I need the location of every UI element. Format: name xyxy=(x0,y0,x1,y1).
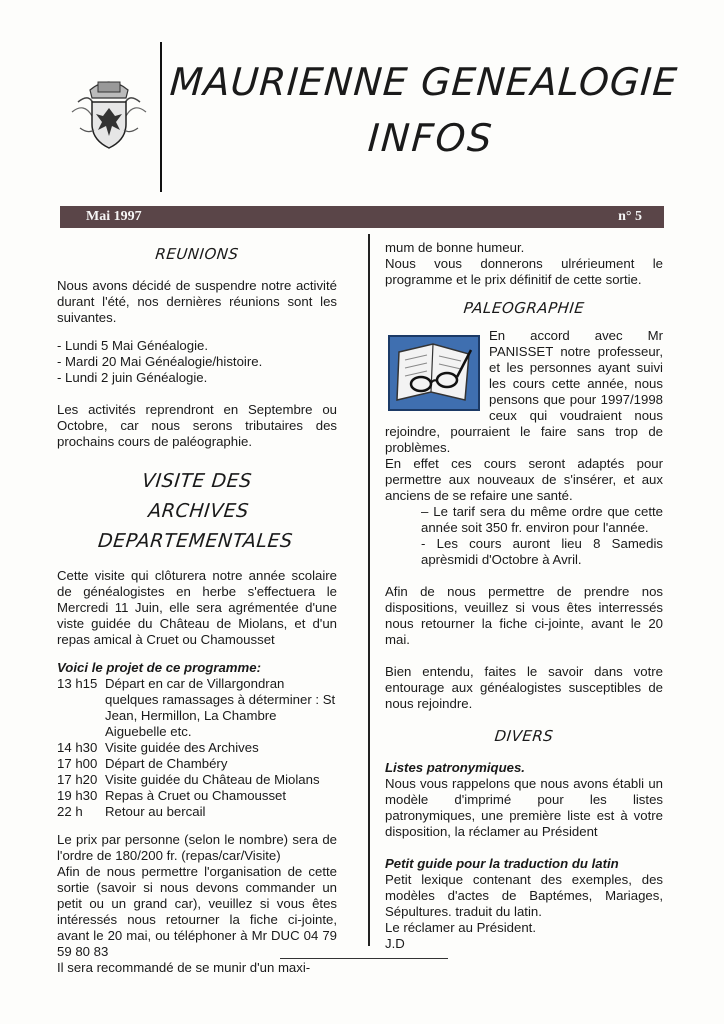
program-text: Départ de Chambéry xyxy=(105,756,228,771)
signature: J.D xyxy=(385,936,405,951)
reunions-list xyxy=(57,338,337,386)
issue-date: Mai 1997 xyxy=(86,209,142,224)
list-item: - Mardi 20 Mai Généalogie/histoire. xyxy=(57,354,263,369)
issue-bar xyxy=(60,206,664,228)
list-item: - Lundi 5 Mai Généalogie. xyxy=(57,338,209,353)
program-time: 14 h30 xyxy=(57,740,98,755)
paleographie-p2: En effet ces cours seront adaptés pour permettre aux nouveaux de s'insérer, et aux anciens de se refaire une santé. xyxy=(385,456,663,503)
program-row xyxy=(57,740,337,756)
visite-humour-end: mum de bonne humeur. xyxy=(385,240,525,255)
guide-claim: Le réclamer au Président. xyxy=(385,920,536,935)
reunions-outro: Les activités reprendront en Septembre ou Octobre, car nous serons tributaires des prochains cours de paléographie. xyxy=(57,402,337,449)
paleographie-p3: – Le tarif sera du même ordre que cette année soit 350 fr. environ pour l'année. xyxy=(421,504,663,535)
masthead-divider xyxy=(160,42,162,192)
program-list xyxy=(57,676,337,820)
program-text: Visite guidée des Archives xyxy=(105,740,259,755)
footer-rule xyxy=(280,958,448,959)
visite-intro: Cette visite qui clôturera notre année scolaire de généalogistes en herbe s'effectuera le Mercredi 11 Juin, elle sera agrémentée d'une viste guidée du Château de Miolans, et d'un repas amical à Cruet ou Chamousset xyxy=(57,568,337,647)
visite-later: Nous vous donnerons ulrérieument le programme et le prix définitif de cette sortie. xyxy=(385,256,663,287)
paleographie-p1: En accord avec Mr PANISSET notre professeur, et les personnes ayant suivi les cours cette année, nous pensons que pour 1997/1998 ceux qui voudraient nous rejoindre, pourraient le faire sans trop de problèmes. xyxy=(385,328,663,455)
paleographie-p4: - Les cours auront lieu 8 Samedis aprèsmidi d'Octobre à Avril. xyxy=(421,536,663,567)
listes-title: Listes patronymiques. xyxy=(385,760,525,775)
reunions-intro: Nous avons décidé de suspendre notre activité durant l'été, nos dernières réunions sont les suivantes. xyxy=(57,278,337,325)
masthead-title: MAURIENNE GENEALOGIE xyxy=(168,60,680,104)
right-column xyxy=(385,240,663,952)
column-divider xyxy=(368,234,370,946)
program-text: Visite guidée du Château de Miolans xyxy=(105,772,320,787)
program-row xyxy=(57,756,337,772)
list-item: - Lundi 2 juin Généalogie. xyxy=(57,370,208,385)
paleographie-heading: PALEOGRAPHIE xyxy=(462,299,586,317)
program-text: Repas à Cruet ou Chamousset xyxy=(105,788,287,803)
coat-of-arms-icon xyxy=(70,72,148,152)
listes-text: Nous vous rappelons que nous avons établi un modèle d'imprimé pour les listes patronymiques, une première liste est à votre disposition, la réclamer au Président xyxy=(385,776,663,839)
left-column xyxy=(57,240,337,976)
program-time: 13 h15 xyxy=(57,676,98,691)
visite-humour-start: Il sera recommandé de se munir d'un maxi- xyxy=(57,960,311,975)
program-text: Départ en car de Villargondran quelques ramassages à déterminer : St Jean, Hermillon, La Chambre Aiguebelle etc. xyxy=(105,676,336,739)
reunions-heading: REUNIONS xyxy=(154,245,240,263)
program-time: 19 h30 xyxy=(57,788,98,803)
guide-title: Petit guide pour la traduction du latin xyxy=(385,856,619,871)
visite-heading-line2: ARCHIVES DEPARTEMENTALES xyxy=(96,500,294,552)
program-time: 17 h00 xyxy=(57,756,98,771)
visite-organisation: Afin de nous permettre l'organisation de cette sortie (savoir si nous devons commander un petit ou un grand car), veuillez si vous êtes intéressés nous retourner la fiche ci-jointe, avant le 20 mai, ou téléphoner à Mr DUC 04 79 59 80 83 xyxy=(57,864,337,959)
issue-number: n° 5 xyxy=(618,209,642,224)
program-row xyxy=(57,804,337,820)
program-row xyxy=(57,676,337,740)
masthead-subtitle: INFOS xyxy=(366,116,496,160)
guide-text: Petit lexique contenant des exemples, des modèles d'actes de Baptémes, Mariages, Sépultures. traduit du latin. xyxy=(385,872,663,919)
program-time: 22 h xyxy=(57,804,83,819)
program-row xyxy=(57,772,337,788)
program-title: Voici le projet de ce programme: xyxy=(57,660,261,675)
visite-heading-line1: VISITE DES xyxy=(141,470,253,492)
visite-price: Le prix par personne (selon le nombre) sera de l'ordre de 180/200 fr. (repas/car/Visite) xyxy=(57,832,337,863)
program-time: 17 h20 xyxy=(57,772,98,787)
program-row xyxy=(57,788,337,804)
program-text: Retour au bercail xyxy=(105,804,206,819)
book-and-glasses-icon xyxy=(385,330,483,414)
paleographie-p5: Afin de nous permettre de prendre nos dispositions, veuillez si vous êtes interressés nous retourner la fiche ci-jointe, avant le 20 mai. xyxy=(385,584,663,647)
divers-heading: DIVERS xyxy=(493,727,555,745)
paleographie-p6: Bien entendu, faites le savoir dans votre entourage aux généalogistes susceptibles de nous rejoindre. xyxy=(385,664,663,711)
